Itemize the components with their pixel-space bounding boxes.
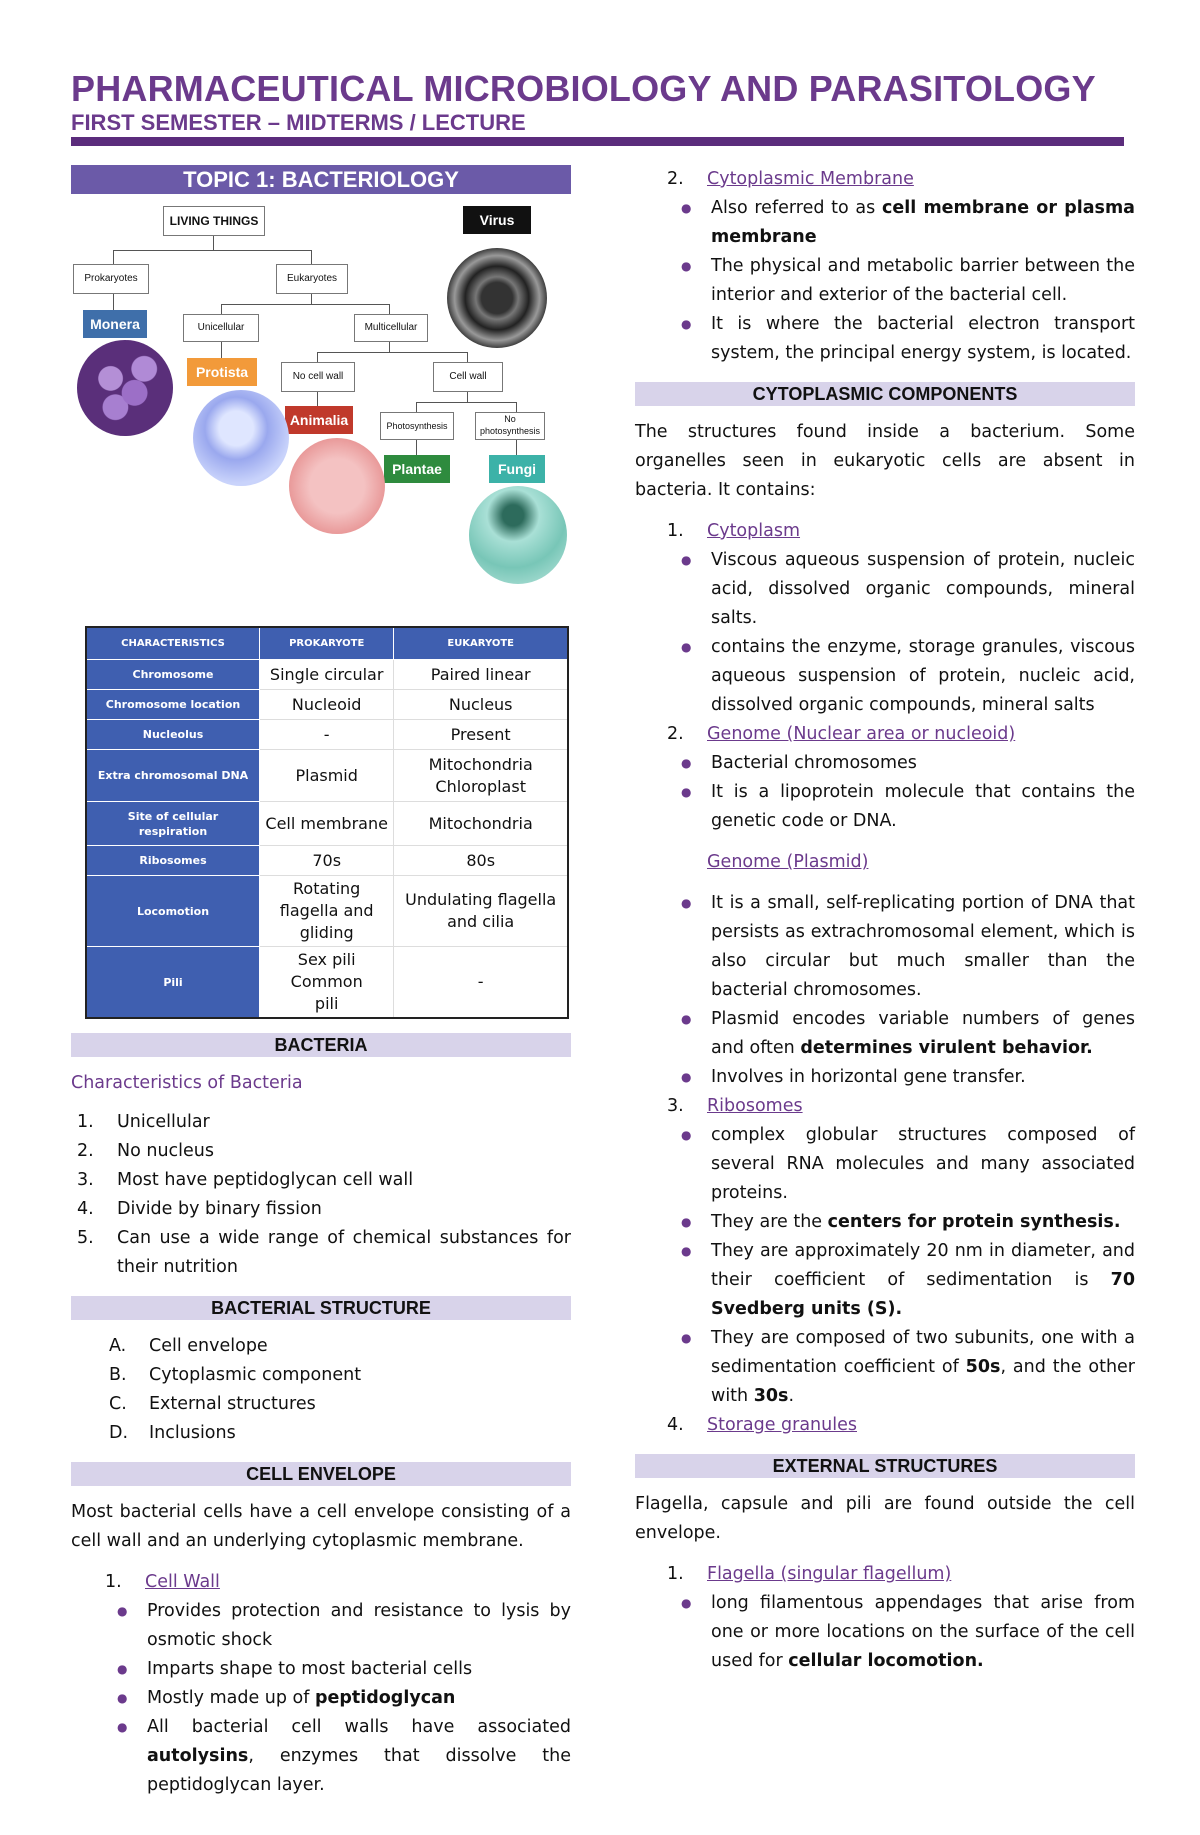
document-subtitle: FIRST SEMESTER – MIDTERMS / LECTURE <box>71 110 526 135</box>
protista-label: Protista <box>187 358 257 386</box>
cytoplasm-bullets <box>635 546 1135 720</box>
list-item: ● All bacterial cell walls have associated autolysins, enzymes that dissolve the peptidoglycan layer. <box>117 1717 571 1795</box>
table-cell: Extra chromosomal DNA <box>86 750 260 802</box>
table-cell: Chromosome <box>86 660 260 690</box>
fungi-image <box>469 486 567 584</box>
table-cell: Chromosome location <box>86 690 260 720</box>
cyto-intro: The structures found inside a bacterium. Some organelles seen in eukaryotic cells are absent in bacteria. It contains: <box>635 422 1135 500</box>
list-item: ● Involves in horizontal gene transfer. <box>681 1067 1026 1087</box>
animalia-image <box>289 438 385 534</box>
table-row <box>86 846 568 876</box>
list-item: ● Viscous aqueous suspension of protein, nucleic acid, dissolved organic compounds, mineral salts. <box>681 550 1135 628</box>
characteristics-heading: Characteristics of Bacteria <box>71 1073 303 1093</box>
table-row <box>86 660 568 690</box>
characteristics-list <box>71 1108 571 1282</box>
table-cell: Nucleus <box>394 690 568 720</box>
list-item: ● They are approximately 20 nm in diameter, and their coefficient of sedimentation is 70 Svedberg units (S). <box>681 1241 1135 1319</box>
table-row <box>86 947 568 1019</box>
table-cell: Undulating flagella and cilia <box>394 876 568 947</box>
cell-wall-bullets <box>71 1597 571 1800</box>
table-cell: Site of cellular respiration <box>86 802 260 846</box>
topic-title: TOPIC 1: BACTERIOLOGY <box>71 165 571 194</box>
list-item: ● complex globular structures composed of several RNA molecules and many associated proteins. <box>681 1125 1135 1203</box>
fungi-label: Fungi <box>489 455 545 483</box>
list-item: ● It is a small, self-replicating portion of DNA that persists as extrachromosomal element, which is also circular but much smaller than the bacterial chromosomes. <box>681 893 1135 1000</box>
right-column <box>635 165 1135 1676</box>
list-item: ● The physical and metabolic barrier between the interior and exterior of the bacterial cell. <box>681 256 1135 305</box>
structure-list <box>71 1332 571 1448</box>
no-photosynthesis-box: No photosynthesis <box>475 412 545 440</box>
left-column <box>71 165 571 1800</box>
table-cell: Single circular <box>260 660 394 690</box>
membrane-bullets <box>635 194 1135 368</box>
list-item: ● Imparts shape to most bacterial cells <box>117 1659 473 1679</box>
table-cell: Sex pili Common pili <box>260 947 394 1019</box>
cytoplasmic-components-bar: CYTOPLASMIC COMPONENTS <box>635 382 1135 406</box>
list-item: C. External structures <box>109 1394 316 1414</box>
list-item: ● Provides protection and resistance to lysis by osmotic shock <box>117 1601 571 1650</box>
eukaryotes-box: Eukaryotes <box>276 264 348 294</box>
list-item: ● They are composed of two subunits, one with a sedimentation coefficient of 50s, and the other with 30s. <box>681 1328 1135 1406</box>
virus-image <box>447 248 547 348</box>
list-item: 2. No nucleus <box>77 1141 215 1161</box>
multicellular-box: Multicellular <box>354 314 428 342</box>
list-item: 5. Can use a wide range of chemical substances for their nutrition <box>77 1228 571 1277</box>
list-item: 4. Divide by binary fission <box>77 1199 322 1219</box>
document-title: PHARMACEUTICAL MICROBIOLOGY AND PARASITOLOGY <box>71 68 1096 109</box>
table-cell: Pili <box>86 947 260 1019</box>
cytoplasm-heading: 1. Cytoplasm <box>667 521 801 541</box>
table-cell: Ribosomes <box>86 846 260 876</box>
table-header: EUKARYOTE <box>394 627 568 660</box>
table-row <box>86 720 568 750</box>
envelope-intro: Most bacterial cells have a cell envelope consisting of a cell wall and an underlying cytoplasmic membrane. <box>71 1502 571 1551</box>
storage-heading: 4. Storage granules <box>667 1415 857 1435</box>
classification-diagram <box>71 204 571 624</box>
animalia-label: Animalia <box>285 406 353 434</box>
table-row <box>86 802 568 846</box>
header-rule <box>71 137 1124 146</box>
table-cell: Nucleoid <box>260 690 394 720</box>
table-cell: Mitochondria <box>394 802 568 846</box>
flagella-heading: 1. Flagella (singular flagellum) <box>667 1564 952 1584</box>
comparison-table <box>85 626 569 1019</box>
cell-wall-box: Cell wall <box>433 362 503 392</box>
list-item: ● They are the centers for protein synthesis. <box>681 1212 1121 1232</box>
list-item: ● Also referred to as cell membrane or plasma membrane <box>681 198 1135 247</box>
table-row <box>86 876 568 947</box>
bacterial-structure-bar: BACTERIAL STRUCTURE <box>71 1296 571 1320</box>
table-header: PROKARYOTE <box>260 627 394 660</box>
table-cell: - <box>260 720 394 750</box>
list-item: ● Mostly made up of peptidoglycan <box>117 1688 456 1708</box>
table-cell: - <box>394 947 568 1019</box>
flagella-bullets <box>635 1589 1135 1676</box>
cell-wall-heading: 1. Cell Wall <box>105 1572 220 1592</box>
list-item: ● It is where the bacterial electron transport system, the principal energy system, is located. <box>681 314 1135 363</box>
genome-heading: 2. Genome (Nuclear area or nucleoid) <box>667 724 1016 744</box>
plasmid-heading: Genome (Plasmid) <box>707 852 869 872</box>
bacteria-section-bar: BACTERIA <box>71 1033 571 1057</box>
table-header: CHARACTERISTICS <box>86 627 260 660</box>
list-item: B. Cytoplasmic component <box>109 1365 362 1385</box>
external-intro: Flagella, capsule and pili are found outside the cell envelope. <box>635 1494 1135 1543</box>
photosynthesis-box: Photosynthesis <box>380 412 454 440</box>
external-structures-bar: EXTERNAL STRUCTURES <box>635 1454 1135 1478</box>
protista-image <box>193 390 289 486</box>
list-item: 1. Unicellular <box>77 1112 210 1132</box>
table-cell: Cell membrane <box>260 802 394 846</box>
table-cell: 70s <box>260 846 394 876</box>
list-item: 3. Most have peptidoglycan cell wall <box>77 1170 414 1190</box>
list-item: ● long filamentous appendages that arise from one or more locations on the surface of the cell used for cellular locomotion. <box>681 1593 1135 1671</box>
membrane-heading: 2. Cytoplasmic Membrane <box>667 169 914 189</box>
table-header-row <box>86 627 568 660</box>
list-item: ● Plasmid encodes variable numbers of genes and often determines virulent behavior. <box>681 1009 1135 1058</box>
table-row <box>86 690 568 720</box>
monera-image <box>77 340 173 436</box>
list-item: ● Bacterial chromosomes <box>681 753 917 773</box>
list-item: D. Inclusions <box>109 1423 236 1443</box>
plantae-label: Plantae <box>384 455 450 483</box>
no-cell-wall-box: No cell wall <box>281 362 355 392</box>
ribosomes-heading: 3. Ribosomes <box>667 1096 803 1116</box>
ribosomes-bullets <box>635 1121 1135 1411</box>
virus-label: Virus <box>463 206 531 234</box>
table-cell: Nucleolus <box>86 720 260 750</box>
table-cell: Rotating flagella and gliding <box>260 876 394 947</box>
list-item: ● contains the enzyme, storage granules, viscous aqueous suspension of protein, nucleic acid, dissolved organic compounds, mineral salts <box>681 637 1135 715</box>
table-cell: Present <box>394 720 568 750</box>
list-item: A. Cell envelope <box>109 1336 268 1356</box>
plasmid-bullets <box>635 889 1135 1092</box>
monera-label: Monera <box>83 310 147 338</box>
cell-envelope-bar: CELL ENVELOPE <box>71 1462 571 1486</box>
prokaryotes-box: Prokaryotes <box>73 264 149 294</box>
table-cell: Mitochondria Chloroplast <box>394 750 568 802</box>
table-cell: Plasmid <box>260 750 394 802</box>
unicellular-box: Unicellular <box>183 314 259 342</box>
list-item: ● It is a lipoprotein molecule that contains the genetic code or DNA. <box>681 782 1135 831</box>
table-cell: Locomotion <box>86 876 260 947</box>
table-cell: Paired linear <box>394 660 568 690</box>
genome-bullets <box>635 749 1135 836</box>
table-row <box>86 750 568 802</box>
table-cell: 80s <box>394 846 568 876</box>
living-things-box: LIVING THINGS <box>163 206 265 236</box>
